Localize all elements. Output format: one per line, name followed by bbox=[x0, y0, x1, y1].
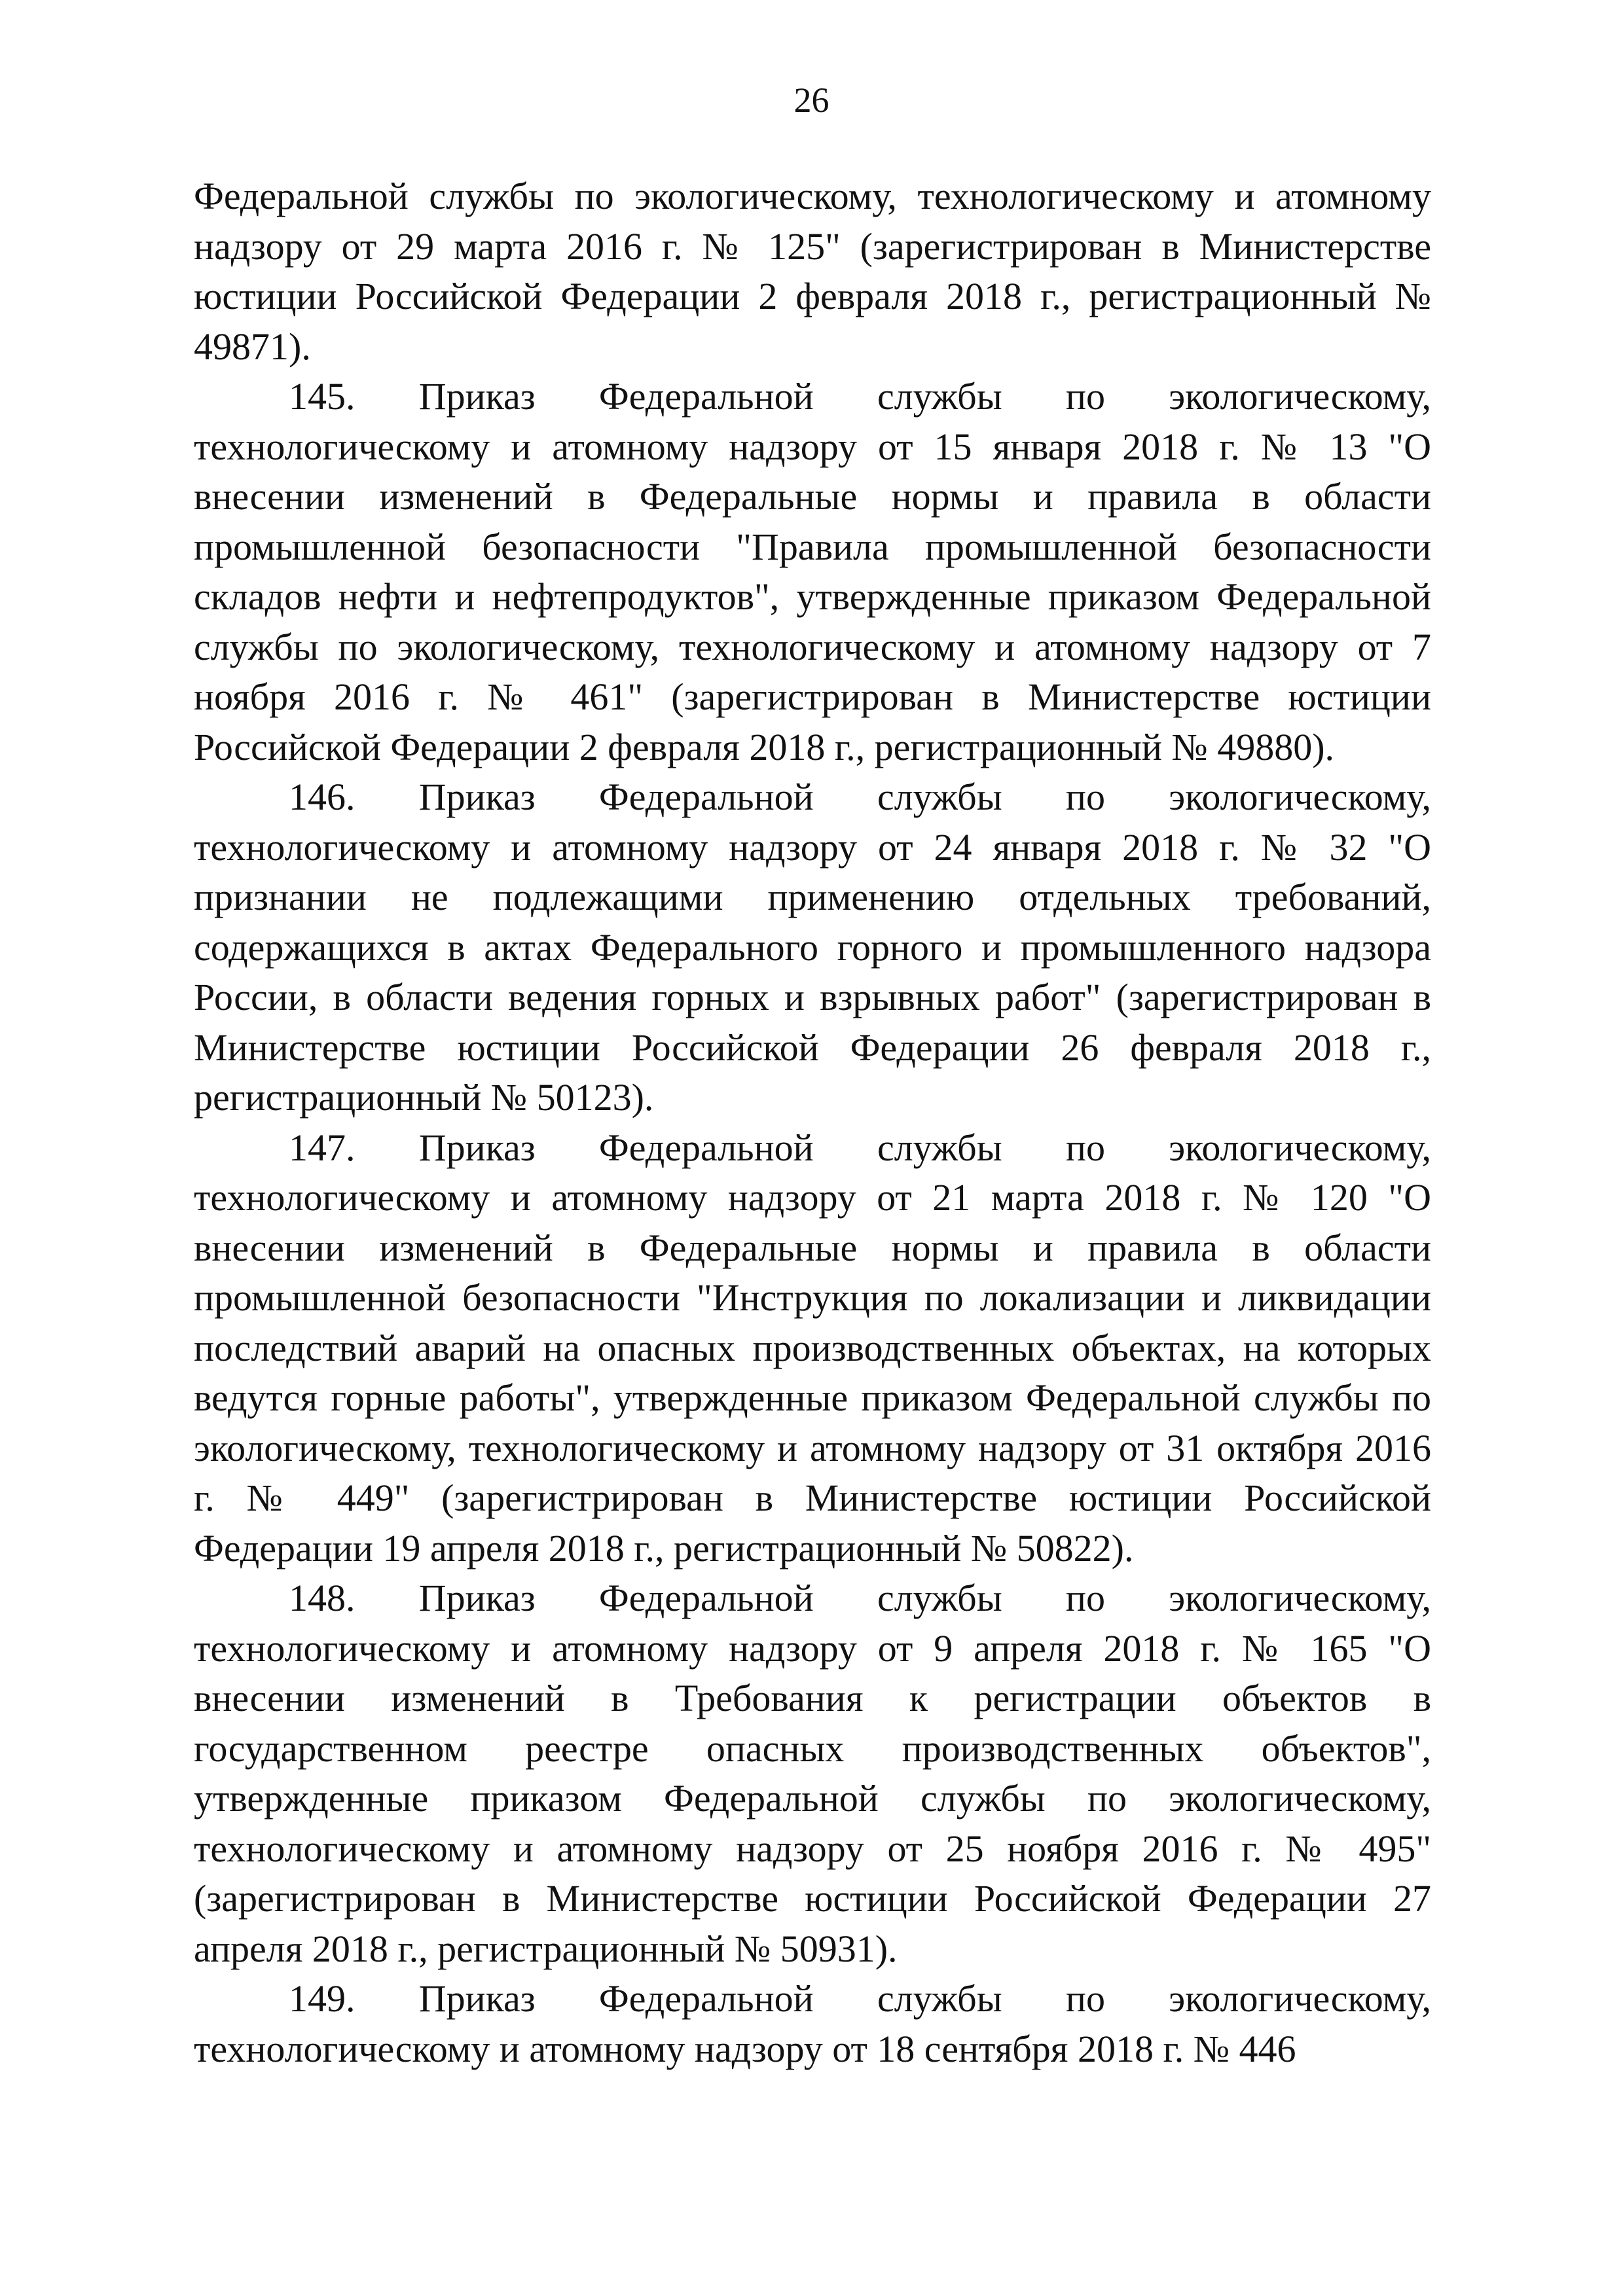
page-number: 26 bbox=[793, 81, 830, 120]
list-item-146: 146. Приказ Федеральной службы по экологическому, технологическому и атомному надзору от 24 января 2018 г. № 32 "О признании не подлежащими применению отдельных требований, содержащихся в актах Федерального горного и промышленного надзора России, в области ведения горных и взрывных работ" (зарегистрирован в Министерстве юстиции Российской Федерации 26 февраля 2018 г., регистрационный № 50123). bbox=[194, 776, 1431, 1119]
paragraph-continuation: Федеральной службы по экологическому, технологическому и атомному надзору от 29 марта 2016 г. № 125" (зарегистрирован в Министерстве юстиции Российской Федерации 2 февраля 2018 г., регистрационный № 49871). bbox=[194, 175, 1431, 368]
document-body bbox=[194, 171, 1431, 2074]
list-item-145: 145. Приказ Федеральной службы по экологическому, технологическому и атомному надзору от 15 января 2018 г. № 13 "О внесении изменений в Федеральные нормы и правила в области промышленной безопасности "Правила промышленной безопасности складов нефти и нефтепродуктов", утвержденные приказом Федеральной службы по экологическому, технологическому и атомному надзору от 7 ноября 2016 г. № 461" (зарегистрирован в Министерстве юстиции Российской Федерации 2 февраля 2018 г., регистрационный № 49880). bbox=[194, 375, 1431, 768]
list-item-147: 147. Приказ Федеральной службы по экологическому, технологическому и атомному надзору от 21 марта 2018 г. № 120 "О внесении изменений в Федеральные нормы и правила в области промышленной безопасности "Инструкция по локализации и ликвидации последствий аварий на опасных производственных объектах, на которых ведутся горные работы", утвержденные приказом Федеральной службы по экологическому, технологическому и атомному надзору от 31 октября 2016 г. № 449" (зарегистрирован в Министерстве юстиции Российской Федерации 19 апреля 2018 г., регистрационный № 50822). bbox=[194, 1126, 1431, 1570]
list-item-148: 148. Приказ Федеральной службы по экологическому, технологическому и атомному надзору от 9 апреля 2018 г. № 165 "О внесении изменений в Требования к регистрации объектов в государственном реестре опасных производственных объектов", утвержденные приказом Федеральной службы по экологическому, технологическому и атомному надзору от 25 ноября 2016 г. № 495" (зарегистрирован в Министерстве юстиции Российской Федерации 27 апреля 2018 г., регистрационный № 50931). bbox=[194, 1577, 1431, 1970]
list-item-149: 149. Приказ Федеральной службы по экологическому, технологическому и атомному надзору от 18 сентября 2018 г. № 446 bbox=[194, 1977, 1431, 2070]
